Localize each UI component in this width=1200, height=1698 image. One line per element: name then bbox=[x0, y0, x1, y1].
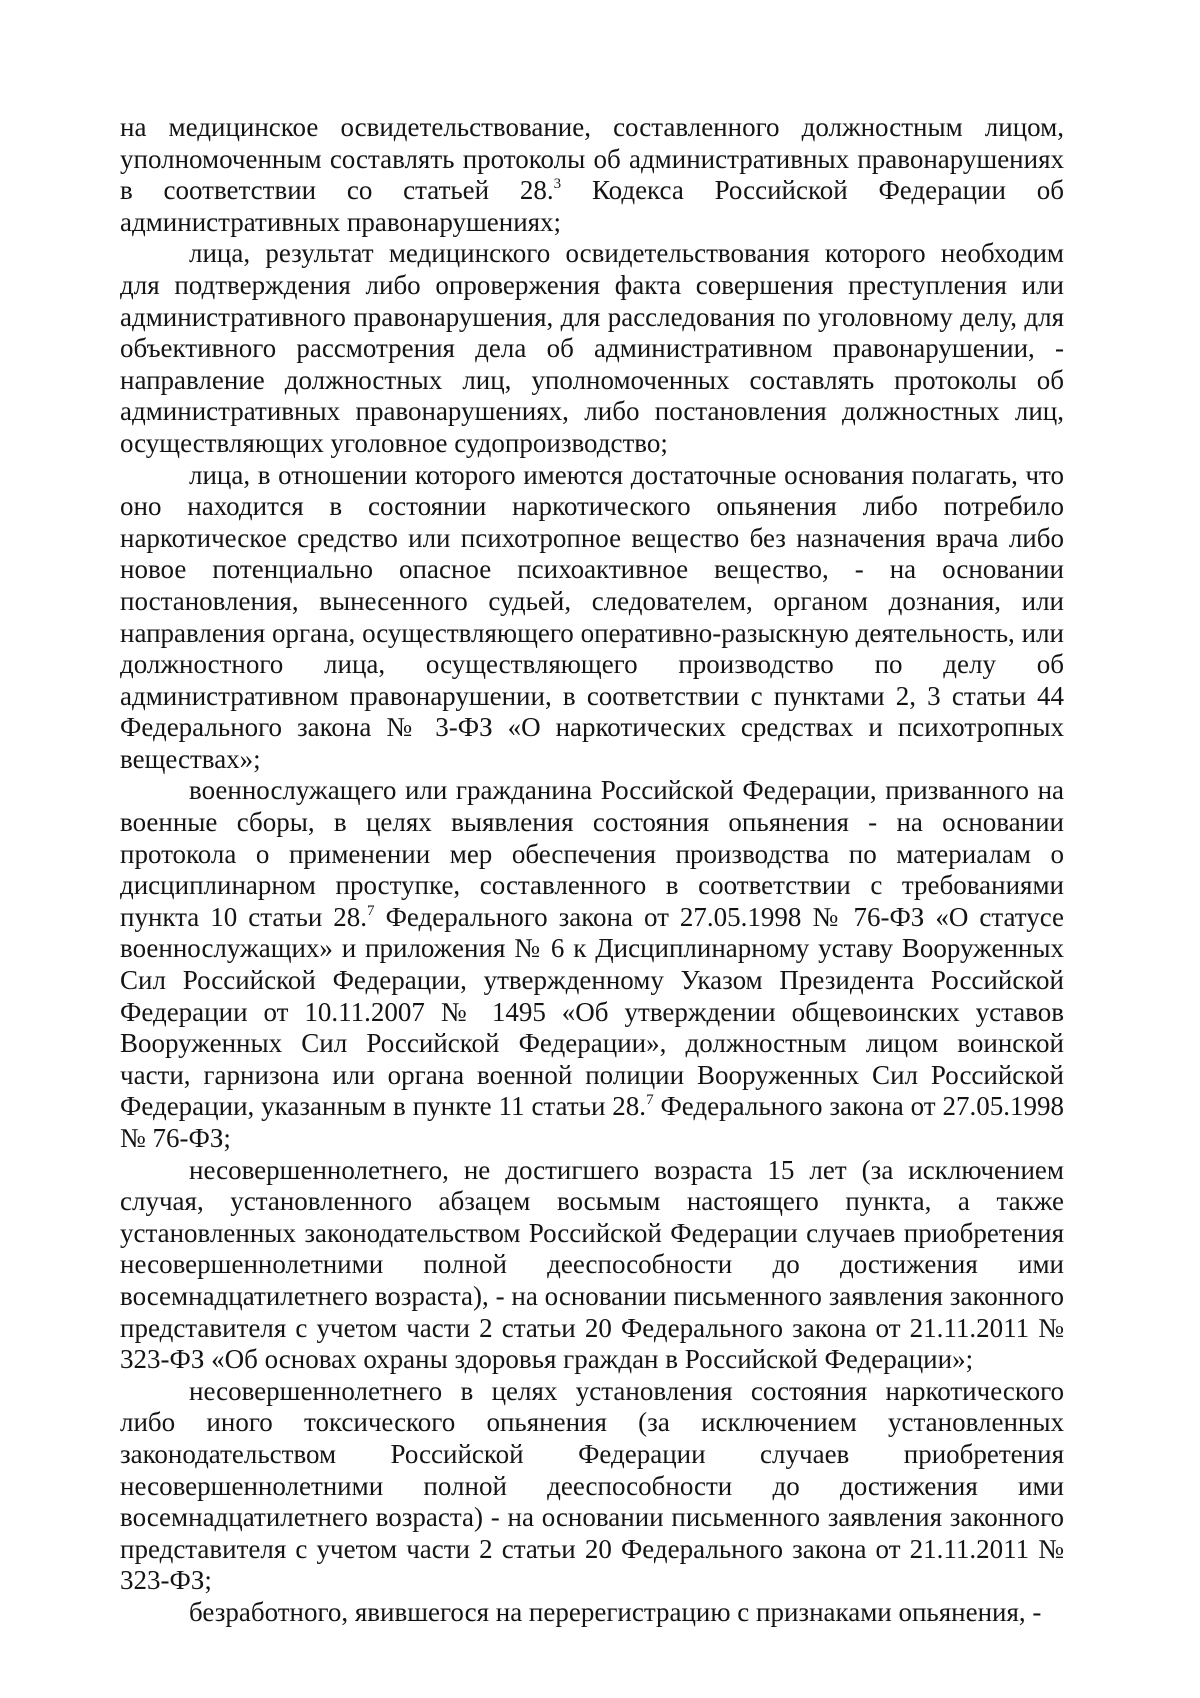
text-run: несовершеннолетнего в целях установления состояния наркотического либо иного токсического опьянения (за исключением установленных законодательством Российской Федерации случаев приобретения несовершеннолетними полной дееспособности до достижения ими восемнадцатилетнего возраста) - на основании письменного заявления законного представителя с учетом части 2 статьи 20 Федерального закона от 21.11.2011 № 323-ФЗ; bbox=[120, 1375, 1064, 1596]
paragraph-criminal-proceedings bbox=[120, 238, 1064, 459]
paragraph-unemployed bbox=[120, 1597, 1064, 1629]
paragraph-narcotic-intoxication bbox=[120, 460, 1064, 776]
text-run: военнослужащего или гражданина Российской Федерации, призванного на военные сборы, в целях выявления состояния опьянения - на основании протокола о применении мер обеспечения производства по материалам о дисциплинарном проступке, составленного в соответствии с требованиями пункта 10 статьи 28. bbox=[120, 775, 1064, 932]
paragraph-continuation bbox=[120, 112, 1064, 238]
text-run: Кодекса Российской Федерации об административных правонарушениях; bbox=[120, 175, 1064, 237]
text-run: Федерального закона от 27.05.1998 № 76-ФЗ; bbox=[120, 1091, 1064, 1153]
text-run: на медицинское освидетельствование, составленного должностным лицом, уполномоченным составлять протоколы об административных правонарушениях в соответствии со статьей 28. bbox=[120, 112, 1064, 206]
paragraph-military-personnel bbox=[120, 775, 1064, 1154]
text-run: несовершеннолетнего, не достигшего возраста 15 лет (за исключением случая, установленного абзацем восьмым настоящего пункта, а также установленных законодательством Российской Федерации случаев приобретения несовершеннолетними полной дееспособности до достижения ими восемнадцатилетнего возраста), - на основании письменного заявления законного представителя с учетом части 2 статьи 20 Федерального закона от 21.11.2011 № 323-ФЗ «Об основах охраны здоровья граждан в Российской Федерации»; bbox=[120, 1154, 1064, 1375]
superscript: 7 bbox=[367, 902, 375, 919]
text-run: Федерального закона от 27.05.1998 № 76-ФЗ «О статусе военнослужащих» и приложения № 6 к Дисциплинарному уставу Вооруженных Сил Российской Федерации, утвержденному Указом Президента Российской Федерации от 10.11.2007 № 1495 «Об утверждении общевоинских уставов Вооруженных Сил Российской Федерации», должностным лицом воинской части, гарнизона или органа военной полиции Вооруженных Сил Российской Федерации, указанным в пункте 11 статьи 28. bbox=[120, 901, 1065, 1122]
text-run: лица, результат медицинского освидетельствования которого необходим для подтверждения либо опровержения факта совершения преступления или административного правонарушения, для расследования по уголовному делу, для объективного рассмотрения дела об административном правонарушении, - направление должностных лиц, уполномоченных составлять протоколы об административных правонарушениях, либо постановления должностных лиц, осуществляющих уголовное судопроизводство; bbox=[120, 238, 1064, 458]
paragraph-minor-toxic-intoxication bbox=[120, 1376, 1064, 1597]
superscript: 3 bbox=[553, 176, 562, 193]
document-body bbox=[120, 112, 1064, 1629]
superscript: 7 bbox=[646, 1092, 654, 1109]
text-run: безработного, явившегося на перерегистрацию с признаками опьянения, - bbox=[189, 1596, 1042, 1627]
text-run: лица, в отношении которого имеются достаточные основания полагать, что оно находится в состоянии наркотического опьянения либо потребило наркотическое средство или психотропное вещество без назначения врача либо новое потенциально опасное психоактивное вещество, - на основании постановления, вынесенного судьей, следователем, органом дознания, или направления органа, осуществляющего оперативно-разыскную деятельность, или должностного лица, осуществляющего производство по делу об административном правонарушении, в соответствии с пунктами 2, 3 статьи 44 Федерального закона № 3-ФЗ «О наркотических средствах и психотропных веществах»; bbox=[120, 459, 1064, 774]
paragraph-minor-under-15 bbox=[120, 1155, 1064, 1376]
